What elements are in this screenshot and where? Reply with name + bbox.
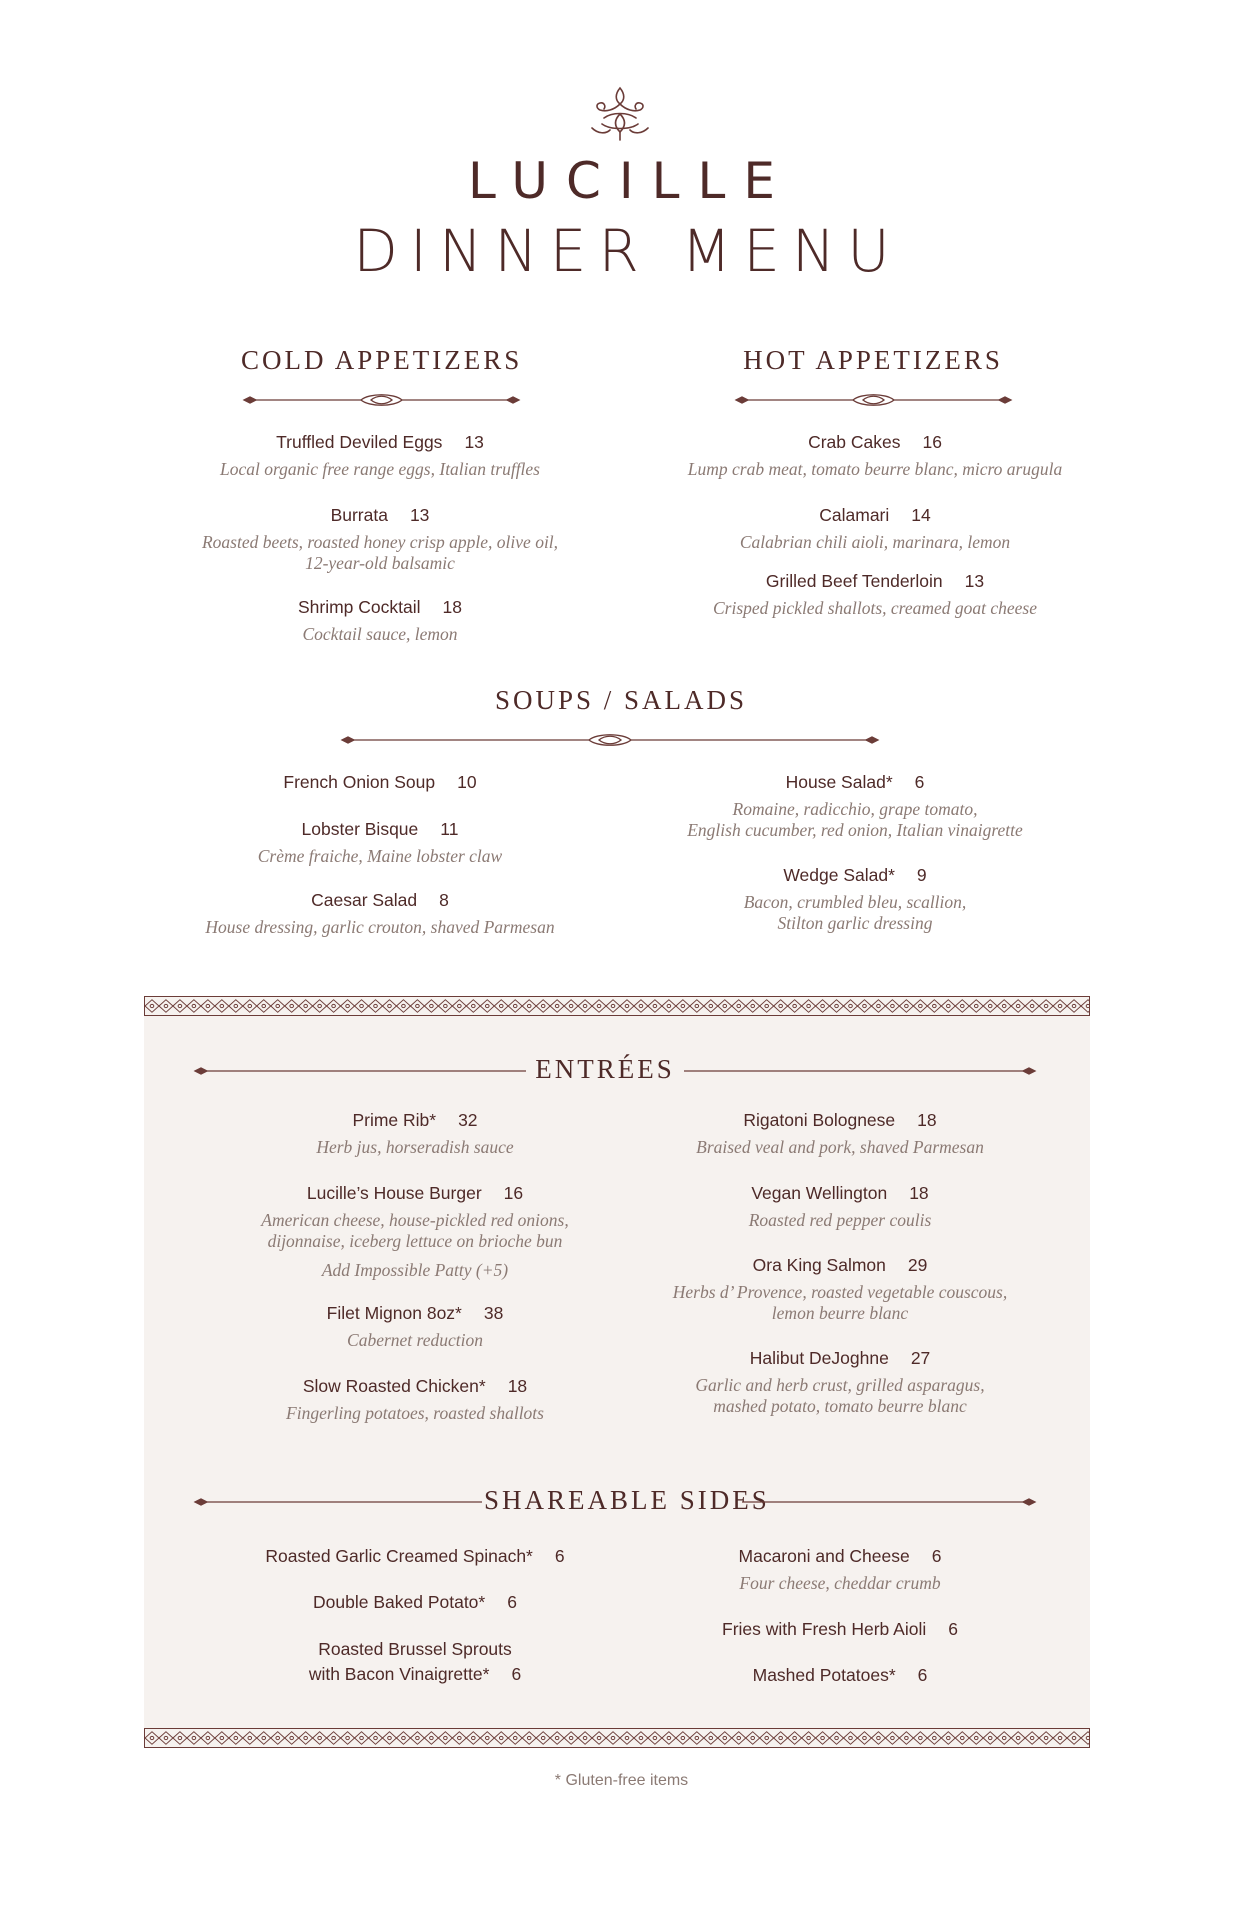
item-price: 6 — [511, 1664, 522, 1684]
item-name: Grilled Beef Tenderloin — [765, 571, 943, 591]
menu-item — [625, 1619, 1055, 1640]
menu-item — [625, 1183, 1055, 1231]
item-name: Calamari — [819, 505, 890, 525]
menu-item — [160, 432, 600, 480]
menu-item — [160, 890, 600, 938]
item-description: Crème fraiche, Maine lobster claw — [257, 846, 503, 866]
section-title-shareable-sides: SHAREABLE SIDES — [484, 1485, 770, 1515]
menu-item — [650, 432, 1100, 480]
menu-item — [195, 1183, 635, 1281]
section-title-entrees: ENTRÉES — [535, 1054, 675, 1084]
item-description: Crisped pickled shallots, creamed goat cheese — [713, 598, 1037, 618]
item-price: 8 — [439, 890, 449, 910]
item-price: 14 — [911, 505, 931, 525]
menu-item — [160, 819, 600, 867]
section-title-cold-appetizers: COLD APPETIZERS — [241, 345, 523, 375]
item-price: 6 — [931, 1546, 942, 1566]
menu-item — [160, 772, 600, 793]
menu-item — [160, 597, 600, 645]
item-name: Burrata — [330, 505, 388, 525]
gluten-free-footnote: * Gluten-free items — [554, 1772, 689, 1789]
item-description: Roasted beets, roasted honey crisp apple, olive oil, 12-year-old balsamic — [201, 532, 559, 573]
item-description: House dressing, garlic crouton, shaved Parmesan — [205, 917, 555, 937]
item-description: Herbs d’ Provence, roasted vegetable couscous, lemon beurre blanc — [672, 1282, 1008, 1323]
item-price: 10 — [457, 772, 477, 792]
item-description: Local organic free range eggs, Italian truffles — [220, 459, 540, 479]
item-price: 38 — [483, 1303, 504, 1323]
menu-item — [195, 1303, 635, 1351]
menu-item — [625, 1110, 1055, 1158]
item-name: Halibut DeJoghne — [749, 1348, 889, 1368]
item-name: Caesar Salad — [311, 890, 418, 910]
item-description: Herb jus, horseradish sauce — [316, 1137, 514, 1157]
ornament-divider — [733, 393, 1014, 407]
ornament-divider — [339, 733, 881, 747]
ornament-line-right — [742, 1495, 1038, 1509]
menu-item — [195, 1546, 635, 1567]
ornament-line-right — [684, 1064, 1038, 1078]
item-name: French Onion Soup — [283, 772, 436, 792]
menu-item — [630, 772, 1080, 841]
item-name: Roasted Garlic Creamed Spinach* — [265, 1546, 533, 1566]
page-title: DINNER MENU — [353, 217, 902, 285]
item-price: 16 — [503, 1183, 524, 1203]
menu-item — [625, 1546, 1055, 1594]
item-price: 6 — [917, 1665, 928, 1685]
item-name: Wedge Salad* — [783, 865, 895, 885]
item-price: 18 — [507, 1376, 528, 1396]
item-price: 18 — [917, 1110, 937, 1130]
flourish-emblem-icon — [584, 84, 656, 146]
menu-item — [625, 1665, 1055, 1686]
item-description: Romaine, radicchio, grape tomato, English cucumber, red onion, Italian vinaigrette — [687, 799, 1023, 840]
item-price: 6 — [507, 1592, 517, 1612]
item-price: 27 — [910, 1348, 931, 1368]
item-name: Roasted Brussel Sprouts — [318, 1639, 512, 1659]
item-price: 13 — [464, 432, 484, 452]
menu-item — [195, 1110, 635, 1158]
item-name: Mashed Potatoes* — [752, 1665, 896, 1685]
menu-item — [625, 1255, 1055, 1324]
item-description: Garlic and herb crust, grilled asparagus, mashed potato, tomato beurre blanc — [695, 1375, 985, 1416]
item-name: Macaroni and Cheese — [738, 1546, 910, 1566]
ornament-line-left — [192, 1495, 482, 1509]
item-price: 18 — [442, 597, 462, 617]
menu-item — [195, 1639, 635, 1685]
item-price: 11 — [440, 819, 459, 839]
restaurant-name: LUCILLE — [468, 152, 793, 210]
item-name: Fries with Fresh Herb Aioli — [722, 1619, 927, 1639]
item-price: 16 — [922, 432, 942, 452]
item-name-continued: with Bacon Vinaigrette* — [308, 1664, 490, 1684]
item-name: Prime Rib* — [352, 1110, 437, 1130]
item-price: 9 — [916, 865, 927, 885]
item-price: 13 — [964, 571, 985, 591]
menu-item — [630, 865, 1080, 934]
item-name: Slow Roasted Chicken* — [302, 1376, 486, 1396]
menu-item — [195, 1592, 635, 1613]
section-title-soups-salads: SOUPS / SALADS — [494, 685, 748, 715]
item-name: Lucille’s House Burger — [306, 1183, 482, 1203]
item-price: 6 — [554, 1546, 565, 1566]
item-price: 32 — [458, 1110, 478, 1130]
item-name: Rigatoni Bolognese — [743, 1110, 896, 1130]
item-name: Truffled Deviled Eggs — [276, 432, 443, 452]
menu-item — [650, 571, 1100, 619]
item-description: Roasted red pepper coulis — [748, 1210, 932, 1230]
item-name: Filet Mignon 8oz* — [326, 1303, 462, 1323]
item-description: Fingerling potatoes, roasted shallots — [286, 1403, 544, 1423]
item-description: American cheese, house-pickled red onions, dijonnaise, iceberg lettuce on brioche bun — [261, 1210, 569, 1251]
item-description: Cocktail sauce, lemon — [302, 624, 458, 644]
item-price: 13 — [409, 505, 430, 525]
ornament-divider — [241, 393, 522, 407]
item-name: Ora King Salmon — [752, 1255, 886, 1275]
item-add-on: Add Impossible Patty (+5) — [321, 1260, 509, 1280]
item-price: 6 — [914, 772, 925, 792]
item-name: Double Baked Potato* — [313, 1592, 486, 1612]
item-name: Lobster Bisque — [301, 819, 419, 839]
item-price: 6 — [948, 1619, 958, 1639]
item-price: 29 — [907, 1255, 928, 1275]
menu-item — [625, 1348, 1055, 1417]
item-description: Bacon, crumbled bleu, scallion, Stilton garlic dressing — [743, 892, 967, 933]
section-title-hot-appetizers: HOT APPETIZERS — [743, 345, 1003, 375]
decorative-border-bottom — [144, 1728, 1090, 1748]
menu-item — [195, 1376, 635, 1424]
item-description: Lump crab meat, tomato beurre blanc, micro arugula — [687, 459, 1063, 479]
item-description: Calabrian chili aioli, marinara, lemon — [739, 532, 1011, 552]
item-name: Crab Cakes — [808, 432, 901, 452]
item-name: Shrimp Cocktail — [297, 597, 421, 617]
menu-item — [650, 505, 1100, 553]
item-price: 18 — [909, 1183, 929, 1203]
menu-item — [160, 505, 600, 574]
decorative-border-top — [144, 996, 1090, 1016]
item-name: Vegan Wellington — [751, 1183, 888, 1203]
item-description: Cabernet reduction — [347, 1330, 483, 1350]
item-description: Braised veal and pork, shaved Parmesan — [696, 1137, 984, 1157]
item-name: House Salad* — [785, 772, 893, 792]
item-description: Four cheese, cheddar crumb — [739, 1573, 941, 1593]
ornament-line-left — [192, 1064, 526, 1078]
